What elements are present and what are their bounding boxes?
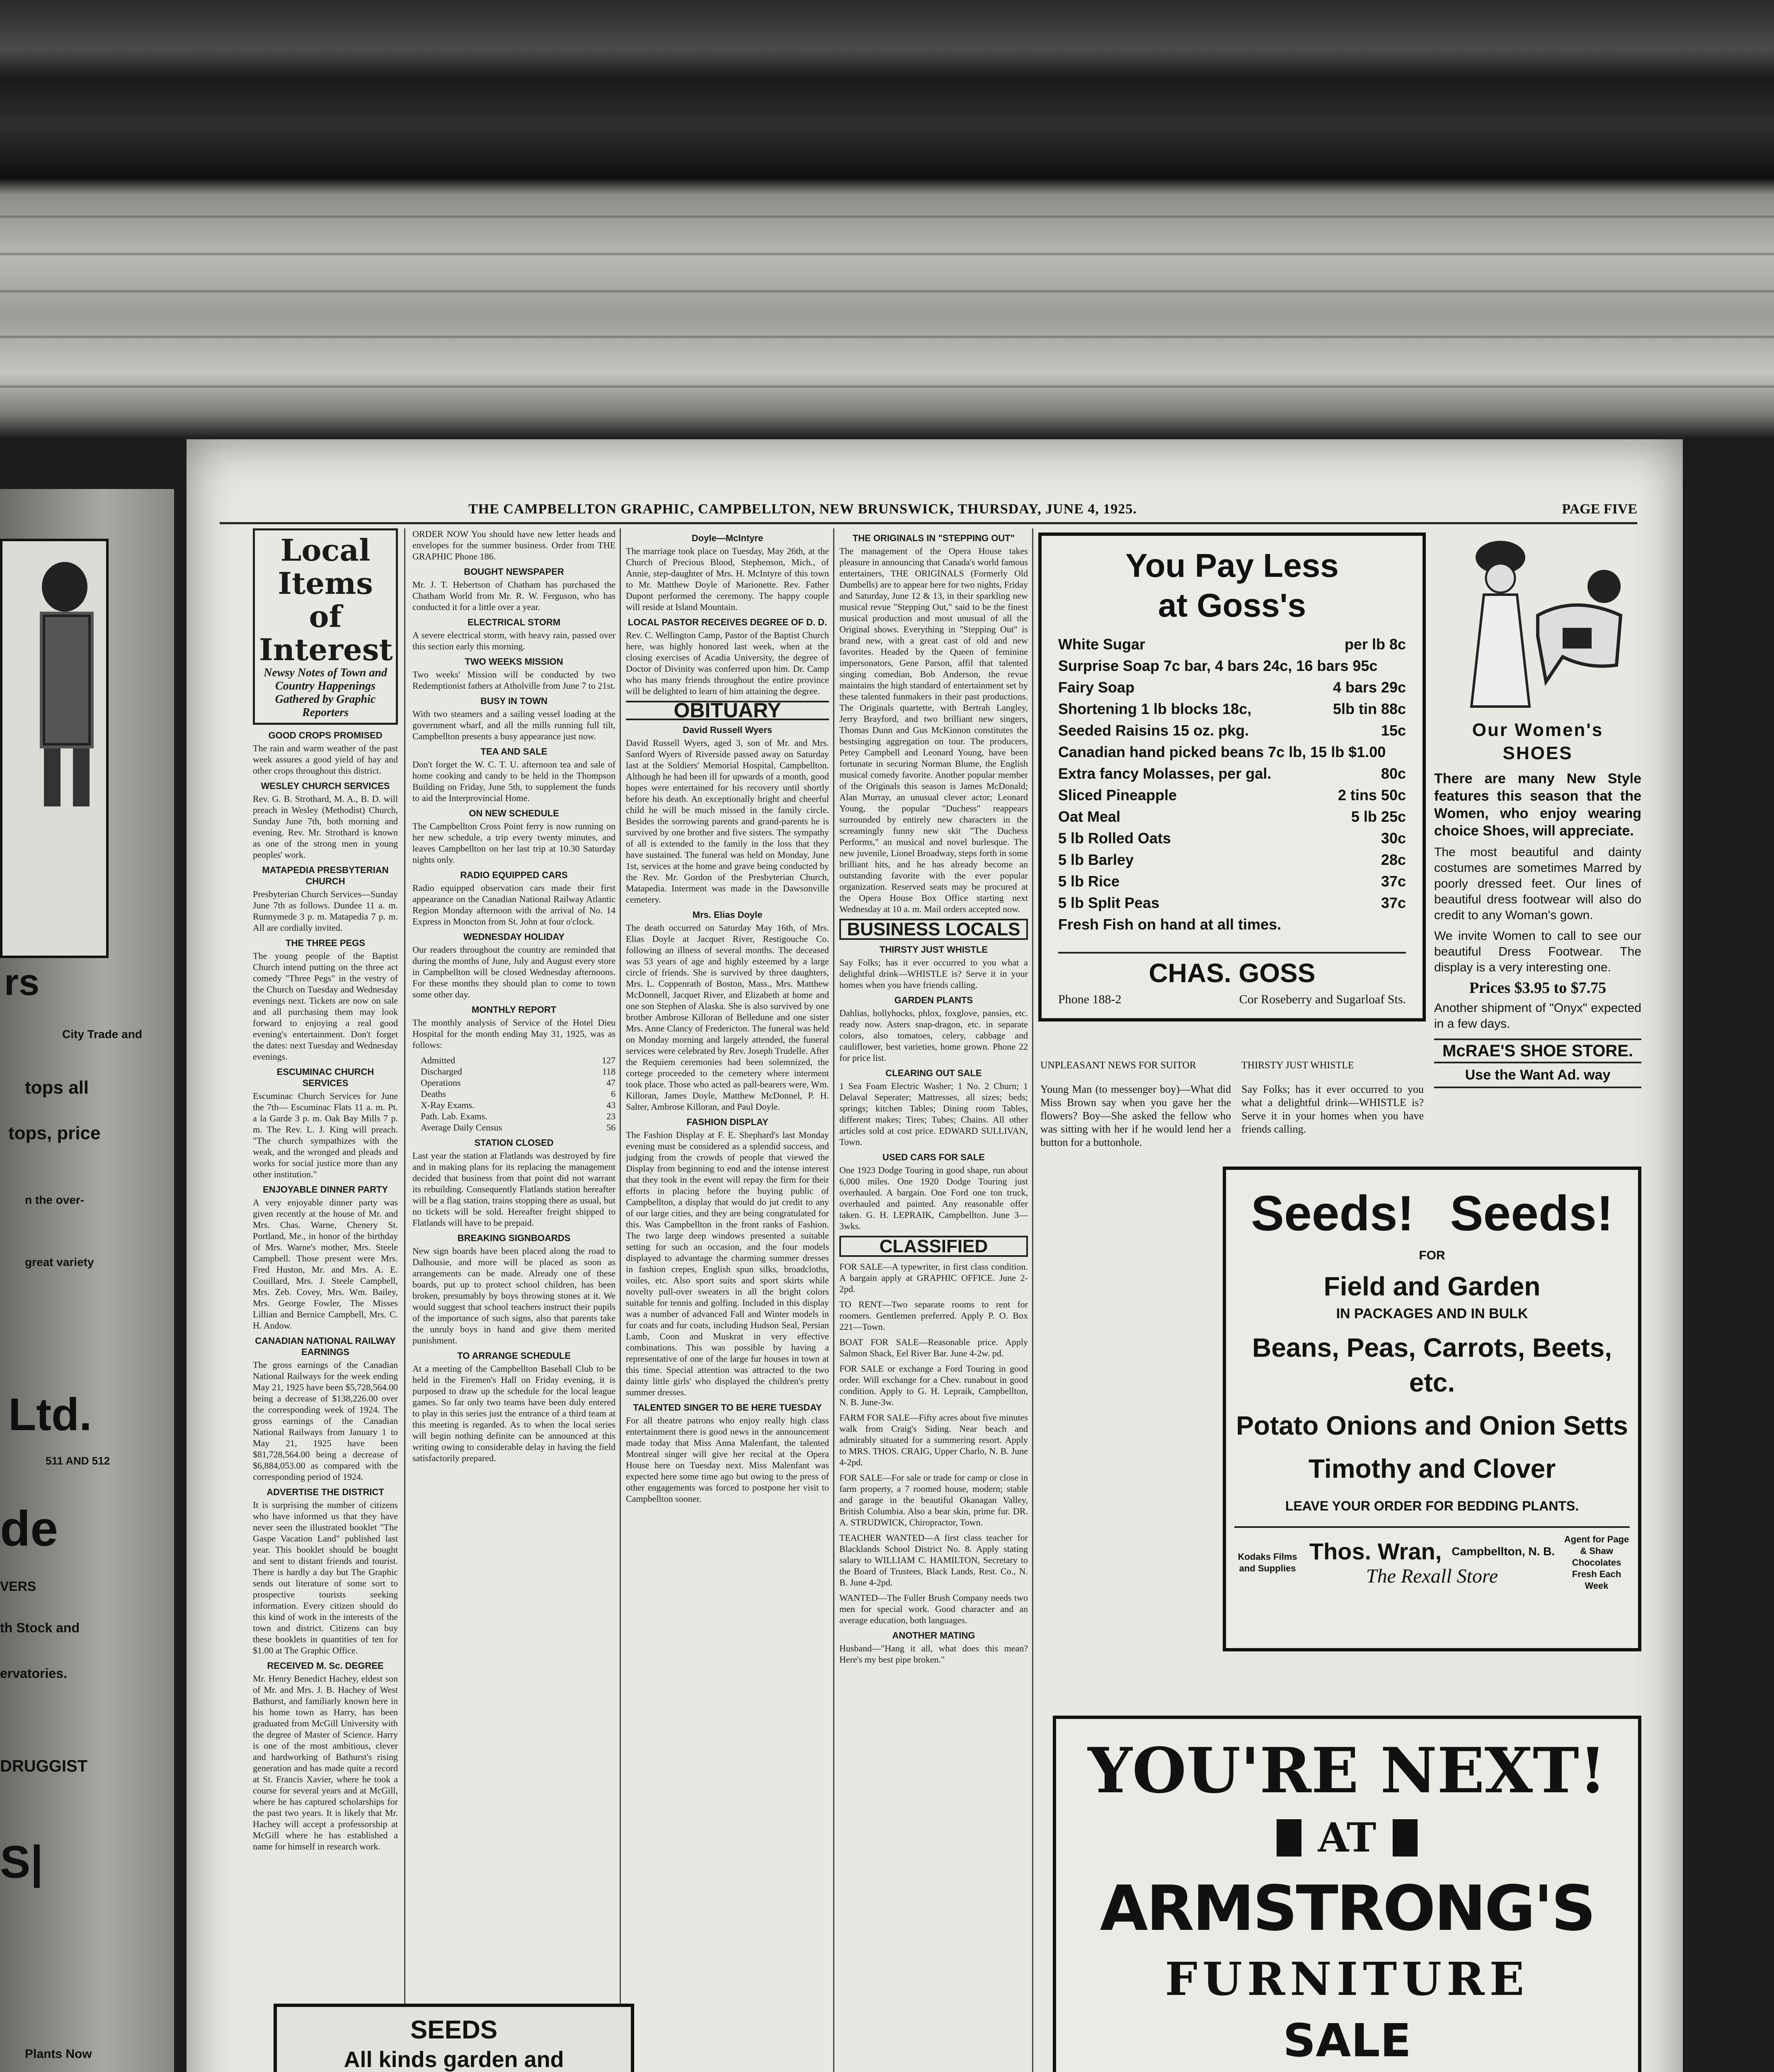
article-body: With two steamers and a sailing vessel loading at the government wharf, and all the mills running full tilt, Campbellton presents a busy appearance just now. [412, 709, 616, 741]
item-name: Shortening 1 lb blocks 18c, [1058, 700, 1252, 717]
merchant-name: Thos. Wran, [1309, 1538, 1442, 1564]
ad-headline-row [1226, 1170, 1638, 1240]
goss-grocery-ad [1038, 533, 1426, 1021]
section-subtitle: Newsy Notes of Town and Country Happenings Gathered by Graphic Reporters [264, 666, 387, 719]
item-price: 37c [1381, 873, 1406, 890]
item-price: 5lb tin 88c [1333, 700, 1406, 717]
article-body: For all theatre patrons who enjoy really high class entertainment there is good news in the announcement made today that Miss Anna Malenfant, the talented Montreal singer will give her recital at the Opera House here on Tuesday next. Miss Malenfant was expected here some time ago but owing to the press of other engagements was forced to postpone her visit to Campbellton sooner. [626, 1415, 829, 1504]
article-body: Our readers throughout the country are reminded that during the months of June, July and August every store in Campbellton will be closed Wednesday afternoons. For these months they should plan to come to town some other day. [412, 944, 616, 1000]
article-heading: Mrs. Elias Doyle [692, 910, 763, 920]
store-slogan: The Rexall Store [1366, 1565, 1498, 1587]
report-row [421, 1122, 616, 1133]
decorative-bar [1277, 1819, 1301, 1857]
report-value: 118 [602, 1066, 616, 1077]
item-name: Extra fancy Molasses, per gal. [1058, 765, 1272, 782]
article-heading: RECEIVED M. Sc. DEGREE [267, 1661, 384, 1671]
price-row [1058, 806, 1406, 828]
classified-ad: FOR SALE or exchange a Ford Touring in good order. Will exchange for a Chev. runabout in good condition. Apply to G. H. Lepraik, Campbellton, N. B. June-3w. [839, 1363, 1028, 1407]
price-row [1058, 655, 1406, 677]
item-price: per lb 8c [1344, 636, 1406, 653]
article-heading: BREAKING SIGNBOARDS [457, 1233, 571, 1243]
article-heading: CLEARING OUT SALE [885, 1068, 982, 1078]
fragment-text: n the over- [25, 1193, 85, 1206]
ad-headline: YOU'RE NEXT! [1088, 1734, 1607, 1807]
price-row [1058, 634, 1406, 655]
whistle-item [1241, 1059, 1424, 1147]
article-body: A severe electrical storm, with heavy rain, passed over this section early this morning. [412, 630, 616, 651]
price-row [1058, 892, 1406, 914]
classified-ad: TEACHER WANTED—A first class teacher for Blacklands School District No. 8. Apply stating salary to WILLIAM C. HAMILTON, Secretary to the Board of Trustees, Black Lands, Rest. Co., N. B. June 4-2pd. [839, 1532, 1028, 1588]
item-price: 5 lb 25c [1351, 808, 1406, 825]
article-body: Mr. J. T. Hebertson of Chatham has purchased the Chatham World from Mr. R. W. Ferguson, who has conducted it for a little over a year. [412, 579, 616, 612]
article-body: Don't forget the W. C. T. U. afternoon tea and sale of home cooking and candy to be held in the Thompson Building on Friday, June 5th, to supplement the funds to aid the Interprovincial Home. [412, 759, 616, 803]
article-body: One 1923 Dodge Touring in good shape, run about 6,000 miles. One 1920 Dodge Touring just overhauled. A bargain. One Ford one ton truck, overhauled and painted. Any reasonable offer taken. G. H. LEPRAIK, Campbellton. June 3—3wks. [839, 1165, 1028, 1231]
article-heading: MATAPEDIA PRESBYTERIAN CHURCH [262, 865, 389, 886]
report-value: 6 [611, 1089, 616, 1099]
price-range: Prices $3.95 to $7.75 [1469, 979, 1607, 997]
article-body: Rev. G. B. Strothard, M. A., B. D. will preach in Wesley (Methodist) Church, Sunday June 7th, both morning and evening. Rev. Mr. Strothard is known as one of the strong men in young peoples' work. [253, 794, 398, 860]
article-body: Husband—"Hang it all, what does this mean? Here's my best pipe broken." [839, 1643, 1028, 1665]
article-body: Mr. Henry Benedict Hachey, eldest son of Mr. and Mrs. J. B. Hachey of West Bathurst, and familiarly known here in his home town as Harry, has been graduated from McGill University with the degree of Master of Science. Harry is one of the most ambitious, clever and hardworking of Bathurst's rising generation and has made quite a record at St. Francis Xavier, where he took a course for several years and at McGill, where he has captured scholarships for the past two years. It is likely that Mr. Hachey will accept a professorship at McGill where he has established a name for himself in research work. [253, 1673, 398, 1852]
article-body: Say Folks; has it ever occurred to you what a delightful drink—WHISTLE is? Serve it in your homes when you have friends calling. [839, 957, 1028, 990]
report-label: Deaths [421, 1089, 446, 1099]
article-body: The marriage took place on Tuesday, May 26th, at the Church of Precious Blood, Stephenson, Mich., of Annie, step-daughter of Mrs. H. McIntyre of this town to Mr. Matthew Doyle of Marionette. Rev. Father Dupont performed the ceremony. The happy couple will reside at Island Mountain. [626, 546, 829, 612]
ad-text: FURNITURE [1165, 1952, 1529, 2006]
article-body: The management of the Opera House takes pleasure in announcing that Canada's world famous entertainers, THE ORIGINALS (Formerly Old Dumbells) are to appear here for two nights, Friday and Saturday, June 12 & 13, in their sparkling new musical revue "Stepping Out," said to be the finest musical production and most unusual of all the Original shows. Everything in "Stepping Out" is brand new, with a great cast of old and new favorites. Headed by the Queen of feminine impersonators, Gene Parson, affil that talented singing comedian, Bob Anderson, the revue maintains the high standard of entertainment set by these talented funmakers in their past productions. The Originals quartette, with Bertrah Langley, Jerry Brayford, and two brilliant new singers, Thomas Dunn and Gus McKinnon constitutes the bestsinging aggregation on tour. The producers, Petey Campbell and Leonard Young, have been fortunate in securing Norman Blume, the English musical comedy favorite. Another popular member of the Originals this season is James McDonald; Alan Murray, an unusual clever actor; Leonard Young, the popular "Duchess" reappears surrounded by entirely new characters in the screamingly funny new skit "The Duchess Performs," an musical and novel burlesque. The new juvenile, Lionel Broadway, steps forth in some brilliant hits, and he has already become an outstanding favorite with the ever popular organization. Reserved seats may be procured at the Opera House Box Office starting next Wednesday at 10 a. m. Mail orders accepted now. [839, 546, 1028, 914]
fragment-text: tops all [25, 1077, 89, 1098]
item-name: Oat Meal [1058, 808, 1121, 825]
item-price: 80c [1381, 765, 1406, 782]
classified-ad: WANTED—The Fuller Brush Company needs two men for special work. Good character and an average education, both languages. [839, 1593, 1028, 1625]
ad-paragraph: There are many New Style features this season that the Women, who enjoy wearing choice Shoes, will appreciate. [1434, 771, 1641, 839]
ad-paragraph: The most beautiful and dainty costumes are sometimes Marred by poorly dressed feet. Our lines of beautiful dress footwear will also do credit to any Woman's gown. [1434, 845, 1641, 922]
business-locals-heading: BUSINESS LOCALS [839, 919, 1028, 940]
item-price: 37c [1381, 894, 1406, 911]
ad-product-line: Timothy and Clover [1308, 1454, 1556, 1484]
price-row [1058, 763, 1406, 784]
article-heading: BOUGHT NEWSPAPER [464, 566, 564, 577]
article-heading: ENJOYABLE DINNER PARTY [263, 1184, 388, 1195]
ad-text: LEAVE YOUR ORDER FOR BEDDING PLANTS. [1285, 1498, 1579, 1513]
article-heading: LOCAL PASTOR RECEIVES DEGREE OF D. D. [628, 617, 827, 627]
article-heading: THIRSTY JUST WHISTLE [879, 944, 988, 955]
report-row [421, 1111, 616, 1122]
article-heading: THIRSTY JUST WHISTLE [1241, 1060, 1354, 1071]
price-row [1058, 784, 1406, 806]
item-price: 28c [1381, 851, 1406, 868]
column-news-3 [626, 528, 829, 2072]
adjacent-page-strip [0, 489, 174, 2072]
fragment-text: de [0, 1501, 58, 1556]
adjacent-ad-box [0, 539, 109, 958]
ad-text: SALE [1283, 2014, 1411, 2067]
phone-number: Phone 188-2 [1058, 992, 1122, 1006]
report-label: Path. Lab. Exams. [421, 1111, 487, 1121]
article-heading: ESCUMINAC CHURCH SERVICES [276, 1067, 374, 1088]
report-value: 56 [606, 1122, 616, 1133]
ad-at-row [1056, 1814, 1638, 1861]
report-label: Operations [421, 1077, 461, 1088]
article-heading: MONTHLY REPORT [471, 1005, 557, 1015]
classified-ad: FOR SALE—A typewriter, in first class condition. A bargain apply at GRAPHIC OFFICE. June 2-2pd. [839, 1261, 1028, 1294]
classified-ad: TO RENT—Two separate rooms to rent for roomers. Gentlemen preferred. Apply P. O. Box 221—Town. [839, 1299, 1028, 1332]
item-name: Seeded Raisins 15 oz. pkg. [1058, 722, 1249, 739]
ad-paragraph: Another shipment of "Onyx" expected in a few days. [1434, 1001, 1641, 1031]
article-body: Say Folks; has it ever occurred to you what a delightful drink—WHISTLE is? Serve it in your homes when you have friends calling. [1241, 1083, 1424, 1135]
merchant-contact [1058, 992, 1406, 1007]
article-body: The monthly analysis of Service of the Hotel Dieu Hospital for the month ending May 31, 1925, was as follows: [412, 1017, 616, 1050]
column-news-4 [839, 528, 1028, 2072]
article-body: Escuminac Church Services for June the 7th— Escuminac Flats 11 a. m. Pt. a la Garde 3 p. m. Oak Bay Mills 7 p. m. The Rev. L. J. King will preach. "The church sympathizes with the weak, and the wronged and pleads and works for social justice more than any other institution." [253, 1091, 398, 1179]
armstrong-furniture-ad [1053, 1716, 1641, 2072]
article-body: The death occurred on Saturday May 16th, of Mrs. Elias Doyle at Jacquet River, Restigouche Co. following an illness of several months. The deceased was 53 years of age and highly esteemed by a large circle of friends. She is survived by three daughters, Mrs. L. Coppenrath of Boston, Mass., Mrs. Matthew McDonnell, Jacquet River, and Elizabeth at home and one son Stephen of Alaska. She is also survived by one brother Ambrose Killoran of Belledune and one sister Mrs. Anne Clancy of Fredericton. The funeral was held on Monday morning and largely attended, the funeral services were celebrated by Rev. Joseph Trudelle. After the Requiem ceremonies had been solemnized, the cortege proceeded to the cemetery where interment took place. Those who acted as pall-bearers were, Wm. Killoran, James Doyle, Matthew McDonnel, P. H. Salter, Ambrose Killoran, and Paul Doyle. [626, 922, 829, 1112]
hospital-report-table [421, 1055, 616, 1133]
article-heading: TWO WEEKS MISSION [465, 656, 563, 667]
article-heading: CANADIAN NATIONAL RAILWAY EARNINGS [255, 1336, 396, 1357]
fragment-text: rs [4, 962, 40, 1003]
ad-headline: You Pay Less [1125, 547, 1339, 584]
store-name: McRAE'S SHOE STORE. [1434, 1038, 1641, 1063]
classified-ad: BOAT FOR SALE—Reasonable price. Apply Salmon Shack, Eel River Bar. June 4-2w. pd. [839, 1337, 1028, 1358]
report-label: X-Ray Exams. [421, 1100, 475, 1110]
article-body: Presbyterian Church Services—Sunday June 7th as follows. Dundee 11 a. m. Runnymede 3 p. m. Matapedia 7 p. m. All are cordially invited. [253, 889, 398, 933]
woman-figure-illustration [2, 541, 102, 947]
article-heading: ELECTRICAL STORM [467, 617, 561, 627]
price-row [1058, 677, 1406, 698]
item-name: 5 lb Barley [1058, 851, 1134, 868]
article-body: Two weeks' Mission will be conducted by two Redemptionist fathers at Atholville from June 7 to 21st. [412, 669, 616, 691]
want-ad-slogan: Use the Want Ad. way [1434, 1063, 1641, 1088]
fragment-text: great variety [25, 1256, 94, 1268]
ad-headline: Seeds! [1251, 1186, 1414, 1241]
article-body: The Campbellton Cross Point ferry is now running on her new schedule, a trip every twenty minutes, and leaves Campbellton on her last trip at 10.30 Saturday nights only. [412, 821, 616, 865]
article-body: The Fashion Display at F. E. Shephard's last Monday evening must be considered as a splendid success, and judging from the crowds of people that viewed the Display from beginning to end and the intense interest that they took in the event will repay the firm for their efforts in placing before the buying public of Campbellton, a display that would do jut credit to any of our large cities, and they are being congratulated for this. Was Campbellton in the front ranks of Fashion. The two large deep windows presented a suitable setting for such an occasion, and the four models displayed to advantage the charming summer dresses in fashion crepes, English spun silks, broadcloths, voiles, etc. Also sport suits and sport skirts while novelty pull-over sweaters in all the bright colors suitable for tennis and golfing. Included in this display was a number of advanced Fall and Winter models in fur coats and fur coats, including Hudson Seal, Persian Lamb, Coon and Muskrat in very effective combinations. This was possible by having a representative of one of the large fur houses in town at this time. Special attention was attracted to the two dainty little girls' who displayed the children's pretty summer dresses. [626, 1130, 829, 1397]
article-heading: FASHION DISPLAY [686, 1117, 768, 1127]
item-name: Surprise Soap 7c bar, 4 bars 24c, 16 bars 95c [1058, 657, 1378, 674]
ad-title: Our Women's [1472, 720, 1604, 740]
mcdonald-seeds-ad [274, 2004, 634, 2072]
classified-ad: FOR SALE—For sale or trade for camp or close in farm property, a 7 roomed house, modern; stable and garage in the beautiful Okanagan Valley, British Columbia. Also a bear skin, prime fur. DR. A. STRUDWICK, Chiropractor, Town. [839, 1472, 1028, 1527]
ad-title: SEEDS [410, 2016, 498, 2044]
fragment-text: Plants Now [25, 2047, 92, 2061]
article-body: New sign boards have been placed along the road to Dalhousie, and more will be placed as soon as arrangements can be made. Already one of these boards, put up to protect school children, has been broken, presumably by boys throwing stones at it. We would suggest that school teachers instruct their pupils of the importance of such signs, also that parents take the unruly boys in hand and give them merited punishment. [412, 1246, 616, 1346]
article-heading: UNPLEASANT NEWS FOR SUITOR [1040, 1060, 1196, 1071]
article-body: It is surprising the number of citizens who have informed us that they have never seen the illustrated booklet "The Gaspe Vacation Land" published last year. This booklet should be bought and sent to distant friends and tourist. There is hardly a day but The Graphic sends out literature of some sort to prospective tourists seeking information. Every citizen should do this kind of work in the interests of the town and district. Citizens can buy these booklets in quantities of ten for $1.00 at The Graphic Office. [253, 1500, 398, 1656]
article-heading: TALENTED SINGER TO BE HERE TUESDAY [633, 1402, 822, 1413]
article-body: The young people of the Baptist Church intend putting on the three act comedy "Three Pegs" in the vestry of the Church on Tuesday and Wednesday evenings next. Tickets are now on sale and all purchasing them may look forward to enjoying a real good evening's entertainment. Don't forget the dates: next Tuesday and Wednesday evenings. [253, 951, 398, 1062]
article-body: ORDER NOW You should have new letter heads and envelopes for the summer business. Order from THE GRAPHIC Phone 186. [412, 529, 616, 562]
ad-product-line: Potato Onions and Onion Setts [1236, 1411, 1628, 1440]
newspaper-page [187, 439, 1683, 2072]
ad-headline: at Goss's [1158, 587, 1306, 624]
ad-side-note: Agent for Page & Shaw Chocolates Fresh Each Week [1564, 1534, 1629, 1591]
article-heading: ON NEW SCHEDULE [469, 808, 559, 818]
merchant-town: Campbellton, N. B. [1452, 1544, 1555, 1558]
report-label: Discharged [421, 1066, 462, 1077]
article-body: Young Man (to messenger boy)—What did Miss Brown say when you gave her the flowers? Boy—She asked the fellow who was sitting with her if he would lend her a button for a buttonhole. [1040, 1083, 1231, 1148]
report-label: Admitted [421, 1055, 456, 1065]
fragment-text: Ltd. [8, 1389, 92, 1440]
fragment-text: ervatories. [0, 1666, 67, 1681]
item-name: Sliced Pineapple [1058, 787, 1177, 804]
item-name: White Sugar [1058, 636, 1146, 653]
item-price: 15c [1381, 722, 1406, 739]
report-row [421, 1099, 616, 1111]
item-name: 5 lb Split Peas [1058, 894, 1160, 911]
wran-seeds-ad [1223, 1167, 1641, 1651]
classified-heading: CLASSIFIED [839, 1236, 1028, 1257]
ad-text: IN PACKAGES AND IN BULK [1336, 1306, 1528, 1322]
report-value: 127 [602, 1055, 616, 1065]
ad-headline: Seeds! [1450, 1186, 1613, 1241]
price-row [1058, 849, 1406, 871]
classified-ad: FARM FOR SALE—Fifty acres about five minutes walk from Craig's Siding. Near beach and admirably situated for a summering resort. Apply to MRS. THOS. CRAIG, Upper Charlo, N. B. June 4-2pd. [839, 1412, 1028, 1467]
price-list [1058, 634, 1406, 914]
fragment-text: City Trade and [62, 1028, 142, 1041]
item-name: Fairy Soap [1058, 679, 1135, 696]
price-row [1058, 828, 1406, 849]
article-body: David Russell Wyers, aged 3, son of Mr. and Mrs. Sanford Wyers of Riverside passed away on Saturday last at the Soldiers' Memorial Hospital, Campbellton. Although he had been ill for upwards of a month, good hopes were entertained for his recovery until shortly before his death. An exceptionally bright and cheerful child he will be much missed in the family circle. Besides the sorrowing parents and grand-parents he is survived by one brother and five sisters. The sympathy of all is extended to the family in the loss that they have sustained. The funeral was held on Monday, June 1st, services at the home and grave being conducted by the Rev. Mr. Gordon of the Presbyterian Church, Matapedia. Interment was made in the Dawsonville cemetery. [626, 738, 829, 905]
article-heading: WESLEY CHURCH SERVICES [261, 781, 390, 791]
article-body: The rain and warm weather of the past week assures a good yield of hay and other crops throughout this district. [253, 743, 398, 776]
price-row [1058, 741, 1406, 763]
report-label: Average Daily Census [421, 1122, 502, 1133]
article-body: Dahlias, hollyhocks, phlox, foxglove, pansies, etc. ready now. Asters snap-dragon, etc. in separate colors, also tomatoes, celery, cabbage and cauliflower, best varieties, home grown. Phone 22 for price list. [839, 1008, 1028, 1063]
item-price: 2 tins 50c [1338, 787, 1406, 804]
local-items-header [253, 528, 398, 725]
item-price: 30c [1381, 830, 1406, 847]
page-number: PAGE FIVE [1562, 501, 1637, 517]
column-news-2 [412, 528, 616, 1991]
ad-subhead: Field and Garden [1323, 1271, 1541, 1301]
ad-footer [1234, 1526, 1630, 1592]
fragment-text: VERS [0, 1579, 36, 1594]
article-body: Rev. C. Wellington Camp, Pastor of the Baptist Church here, was highly honored last week, when at the closing exercises of Acadia University, the degree of Doctor of Divinity was conferred upon him. Dr. Camp who has many friends throughout the entire province will be delighted to learn of him attaining the degree. [626, 630, 829, 696]
article-heading: BUSY IN TOWN [480, 696, 548, 706]
report-row [421, 1066, 616, 1077]
article-heading: ANOTHER MATING [892, 1630, 975, 1641]
article-heading: RADIO EQUIPPED CARS [460, 870, 568, 880]
store-name: ARMSTRONG'S [1100, 1873, 1595, 1945]
article-body: 1 Sea Foam Electric Washer; 1 No. 2 Churn; 1 Delaval Seperater; Mattresses, all sizes; beds; springs; kitchen Tables; Dining room Tables, different makes; Tires; Tubes; Chains. All other articles sold at cost price. EDWARD SULLIVAN, Town. [839, 1081, 1028, 1147]
article-heading: THE THREE PEGS [286, 938, 365, 948]
price-row [1058, 720, 1406, 741]
article-heading: THE ORIGINALS IN "STEPPING OUT" [852, 533, 1015, 543]
merchant-name: CHAS. GOSS [1058, 952, 1406, 988]
scanner-backdrop-top [0, 0, 1774, 439]
fresh-fish-note: Fresh Fish on hand at all times. [1058, 916, 1282, 933]
mcrae-shoe-ad [1434, 533, 1641, 1154]
obituary-heading: OBITUARY [626, 701, 829, 720]
fragment-text: S| [0, 1837, 44, 1888]
ad-text: AT [1318, 1814, 1377, 1861]
article-heading: David Russell Wyers [682, 725, 773, 735]
shoe-woman-illustration [1438, 533, 1637, 715]
ad-line: All kinds garden and [344, 2047, 564, 2072]
item-name: 5 lb Rice [1058, 873, 1120, 890]
ad-product-line: Beans, Peas, Carrots, Beets, etc. [1252, 1333, 1612, 1397]
article-body: A very enjoyable dinner party was given recently at the house of Mr. and Mrs. Chas. Warne, Chenery St. Portland, Me., in honor of the birthday of Mrs. Warne's mother, Mrs. Steele Campbell. Those present were Mrs. Fred Huston, Mr. and Mrs. A. E. Couillard, Mrs. J. Steele Campbell, Mrs. Zeb. Covey, Mrs. Wm. Bailey, Mrs. George Fowler, The Misses Lillian and Bernice Campbell, Mrs. C. H. Andow. [253, 1197, 398, 1331]
fragment-text: 511 AND 512 [46, 1455, 110, 1467]
store-address: Cor Roseberry and Sugarloaf Sts. [1239, 992, 1406, 1006]
article-heading: WEDNESDAY HOLIDAY [463, 932, 565, 942]
item-price: 4 bars 29c [1333, 679, 1406, 696]
article-heading: ADVERTISE THE DISTRICT [267, 1487, 384, 1497]
price-row [1058, 871, 1406, 892]
column-local-items [253, 528, 398, 1991]
report-row [421, 1055, 616, 1066]
report-value: 43 [606, 1100, 616, 1110]
masthead-title: THE CAMPBELLTON GRAPHIC, CAMPBELLTON, NEW BRUNSWICK, THURSDAY, JUNE 4, 1925. [468, 501, 1137, 517]
article-heading: STATION CLOSED [474, 1138, 554, 1148]
article-body: Last year the station at Flatlands was destroyed by fire and in making plans for its replacing the management decided that business from that point did not warrant its rebuilding. Consequently Flatlands station hereafter will be a flag station, trains stopping there as usual, but no tickets will be sold. Hereafter freight shipped to Flatlands will have to be prepaid. [412, 1150, 616, 1228]
article-body: Radio equipped observation cars made their first appearance on the Canadian National Railway Atlantic Region Monday afternoon with the arrival of No. 14 Express in Moncton from St. John at four o'clock. [412, 883, 616, 927]
fragment-text: tops, price [8, 1123, 101, 1143]
ad-title: SHOES [1503, 743, 1573, 763]
article-heading: TEA AND SALE [480, 746, 548, 757]
article-heading: TO ARRANGE SCHEDULE [457, 1351, 571, 1361]
article-heading: USED CARS FOR SALE [882, 1152, 985, 1162]
fragment-text: th Stock and [0, 1620, 80, 1635]
article-body: At a meeting of the Campbellton Baseball Club to be held in the Firemen's Hall on Friday evening, it is purposed to draw up the schedule for the local league games. So far only two teams have been duly entered to play in this series just the entrance of a third team at this meeting is regarded. As to when the local series will begin nothing definite can be announced at this writing owing to considerable delay in having the field satisfactorily prepared. [412, 1363, 616, 1463]
fragment-text: DRUGGIST [0, 1757, 88, 1775]
masthead [220, 501, 1637, 524]
price-row [1058, 698, 1406, 720]
ad-text: FOR [1419, 1249, 1445, 1262]
report-value: 47 [606, 1077, 616, 1088]
ad-side-note: Kodaks Films and Supplies [1238, 1552, 1297, 1573]
article-body: The gross earnings of the Canadian National Railways for the week ending May 21, 1925 have been $5,728,564.00 being a decrease of $138,226.00 over the corresponding week of 1924. The gross earnings of the Canadian National Railways from January 1 to May 21, 1925 have been $81,728,564.00 being a decrease of $6,884,053.00 as compared with the corresponding period of 1924. [253, 1360, 398, 1482]
article-heading: GOOD CROPS PROMISED [268, 730, 383, 741]
article-heading: Doyle—McIntyre [691, 533, 763, 543]
article-heading: GARDEN PLANTS [894, 995, 973, 1005]
item-name: 5 lb Rolled Oats [1058, 830, 1171, 847]
decorative-bar [1393, 1819, 1418, 1857]
section-title: Local Items of Interest [259, 533, 393, 667]
report-row [421, 1088, 616, 1099]
report-value: 23 [606, 1111, 616, 1121]
item-name: Canadian hand picked beans 7c lb, 15 lb $1.00 [1058, 743, 1386, 760]
joke-item [1040, 1059, 1231, 1160]
ad-paragraph: We invite Women to call to see our beautiful Dress Footwear. The display is a very interesting one. [1434, 929, 1641, 974]
report-row [421, 1077, 616, 1088]
